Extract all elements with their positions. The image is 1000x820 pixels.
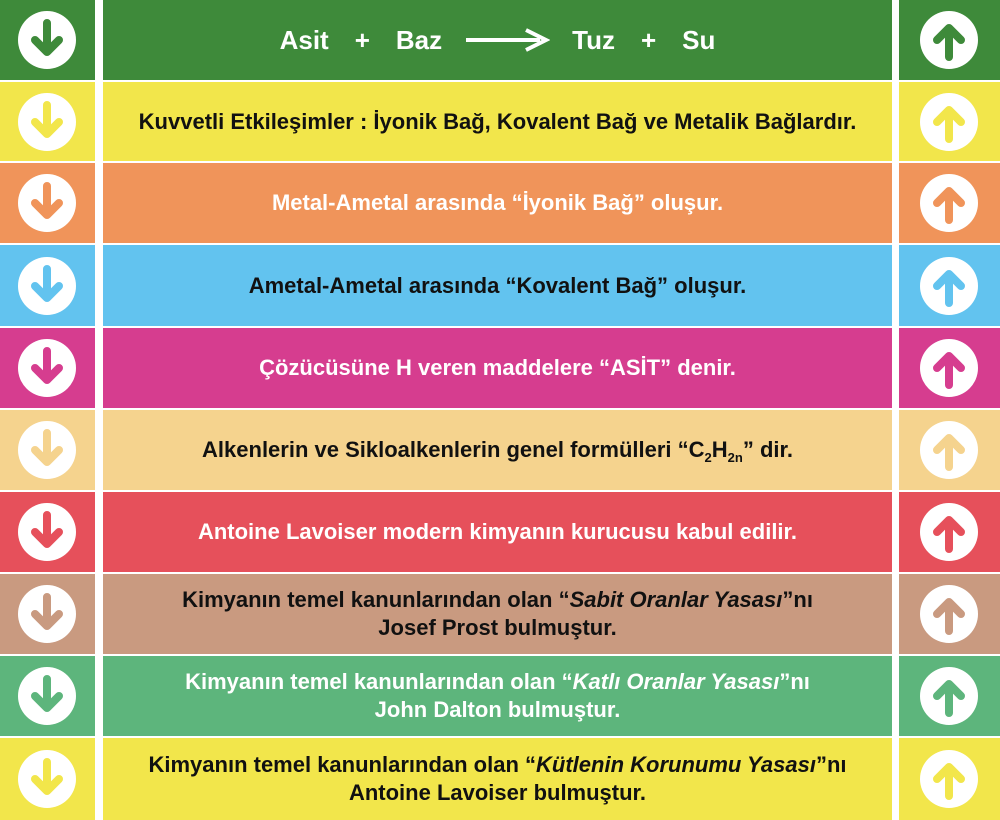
fact-right-band [899,163,1000,243]
arrow-up-circle-icon [920,174,978,232]
arrow-down-circle-icon [18,339,76,397]
fact-text [262,189,733,217]
fact-text [172,586,823,642]
fact-text [188,518,807,546]
fact-left-band [0,574,95,654]
fact-text-band [103,574,892,654]
equation-plus-2: + [640,24,657,55]
fact-text-band [103,410,892,490]
fact-right-band [899,738,1000,820]
arrow-up-circle-icon [920,750,978,808]
fact-left-band [0,410,95,490]
law-name: Sabit Oranlar Yasası [569,587,783,612]
fact-right-band [899,492,1000,572]
fact-row [0,245,1000,326]
fact-text-post: ”nı [782,587,813,612]
fact-text-pre: Kimyanın temel kanunlarından olan “ [185,669,573,694]
fact-text-band [103,245,892,326]
fact-text-pre: Alkenlerin ve Sikloalkenlerin genel formülleri “C [202,437,705,462]
fact-text-post: ”nı [779,669,810,694]
fact-text-band [103,656,892,736]
fact-text [192,436,803,464]
arrow-down-circle-icon [18,750,76,808]
arrow-up-circle-icon [920,503,978,561]
header-right-band [899,0,1000,80]
fact-left-band [0,656,95,736]
arrow-down-circle-icon [18,667,76,725]
fact-text-band [103,82,892,161]
arrow-down-circle-icon [18,11,76,69]
fact-right-band [899,82,1000,161]
formula-subscript: 2n [727,450,743,465]
fact-row [0,82,1000,161]
fact-line: Ametal-Ametal arasında “Kovalent Bağ” oluşur. [248,272,747,298]
equation-plus-1: + [354,24,370,55]
fact-right-band [899,328,1000,408]
arrow-down-circle-icon [18,421,76,479]
equation-water: Su [682,24,716,55]
fact-row [0,163,1000,243]
fact-row [0,656,1000,736]
fact-row [0,574,1000,654]
arrow-down-circle-icon [18,585,76,643]
fact-right-band [899,574,1000,654]
equation-acid: Asit [279,24,329,55]
fact-text-band [103,738,892,820]
arrow-down-circle-icon [18,257,76,315]
arrow-up-circle-icon [920,11,978,69]
equation-base: Baz [395,24,443,55]
fact-line-2: Antoine Lavoiser bulmuştur. [348,780,647,805]
fact-right-band [899,656,1000,736]
fact-line: Çözücüsüne H veren maddelere “ASİT” denir. [259,355,736,380]
fact-line: Antoine Lavoiser modern kimyanın kurucusu kabul edilir. [197,519,798,544]
fact-text-post: ”nı [815,752,847,777]
fact-left-band [0,163,95,243]
fact-text-pre: Kimyanın temel kanunlarından olan “ [148,752,537,777]
acid-base-equation [280,25,716,56]
fact-text-pre: Kimyanın temel kanunlarından olan “ [182,587,570,612]
arrow-up-circle-icon [920,667,978,725]
arrow-down-circle-icon [18,503,76,561]
fact-line: Kuvvetli Etkileşimler : İyonik Bağ, Kovalent Bağ ve Metalik Bağlardır. [138,108,857,134]
fact-right-band [899,410,1000,490]
arrow-up-circle-icon [920,257,978,315]
fact-left-band [0,738,95,820]
equation-salt: Tuz [572,24,615,55]
fact-text-mid: H [711,437,728,462]
fact-text-band [103,328,892,408]
fact-left-band [0,245,95,326]
fact-text-band [103,163,892,243]
fact-text [239,272,757,300]
fact-text [138,751,856,807]
fact-row [0,410,1000,490]
arrow-up-circle-icon [920,585,978,643]
law-name: Kütlenin Korunumu Yasası [536,752,816,777]
fact-line: Metal-Ametal arasında “İyonik Bağ” oluşur. [271,190,724,215]
fact-line-2: Josef Prost bulmuştur. [378,615,617,640]
fact-text [175,668,820,724]
fact-left-band [0,82,95,161]
arrow-up-circle-icon [920,93,978,151]
fact-left-band [0,492,95,572]
fact-row [0,492,1000,572]
fact-line-2: John Dalton bulmuştur. [374,697,621,722]
arrow-down-circle-icon [18,93,76,151]
formula-subscript: 2 [704,450,712,465]
header-left-band [0,0,95,80]
arrow-up-circle-icon [920,421,978,479]
fact-text-post: ” dir. [742,437,793,462]
fact-row [0,328,1000,408]
law-name: Katlı Oranlar Yasası [572,669,780,694]
fact-right-band [899,245,1000,326]
arrow-down-circle-icon [18,174,76,232]
header-row [0,0,1000,80]
header-equation-band [103,0,892,80]
fact-text [249,354,746,382]
fact-text-band [103,492,892,572]
fact-text [129,108,867,136]
fact-left-band [0,328,95,408]
fact-row [0,738,1000,820]
reaction-arrow-icon [464,27,550,53]
arrow-up-circle-icon [920,339,978,397]
